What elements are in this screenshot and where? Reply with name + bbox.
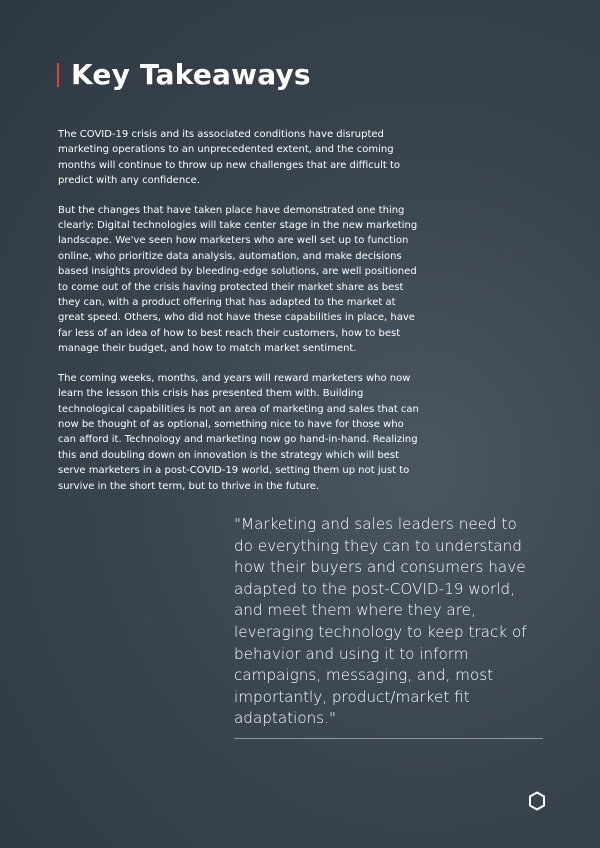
paragraph-2: But the changes that have taken place have demonstrated one thing clearly: Digital technologies will take center stage in the new marketing landscape. We've seen how marketers who are well set up to function online, who prioritize data analysis, automation, and make decisions based insights provided by bleeding-edge solutions, are well positioned to come out of the crisis having protected their market share as best they can, with a product offering that has adapted to the market at great speed. Others, who did not have these capabilities in place, have far less of an idea of how to best reach their customers, how to best manage their budget, and how to match market sentiment. (58, 204, 418, 355)
body-text (58, 127, 423, 508)
hexagon-logo-icon (528, 791, 546, 811)
paragraph-3: The coming weeks, months, and years will reward marketers who now learn the lesson this crisis has presented them with. Building technological capabilities is not an area of marketing and sales that can now be thought of as optional, something nice to have for those who can afford it. Technology and marketing now go hand-in-hand. Realizing this and doubling down on innovation is the strategy which will best serve marketers in a post-COVID-19 world, setting them up not just to survive in the short term, but to thrive in the future. (58, 372, 419, 492)
title-accent-bar (57, 63, 59, 87)
quote-divider (234, 738, 543, 739)
pull-quote: "Marketing and sales leaders need to do everything they can to understand how their buyers and consumers have adapted to the post-COVID-19 world, and meet them where they are, leveraging technology to keep track of behavior and using it to inform campaigns, messaging, and, most importantly, product/market fit adaptations." (234, 515, 527, 728)
title-block (57, 58, 311, 91)
page-title: Key Takeaways (71, 58, 311, 91)
paragraph-1: The COVID-19 crisis and its associated conditions have disrupted marketing operations to an unprecedented extent, and the coming months will continue to throw up new challenges that are difficult to predict with any confidence. (58, 129, 401, 187)
